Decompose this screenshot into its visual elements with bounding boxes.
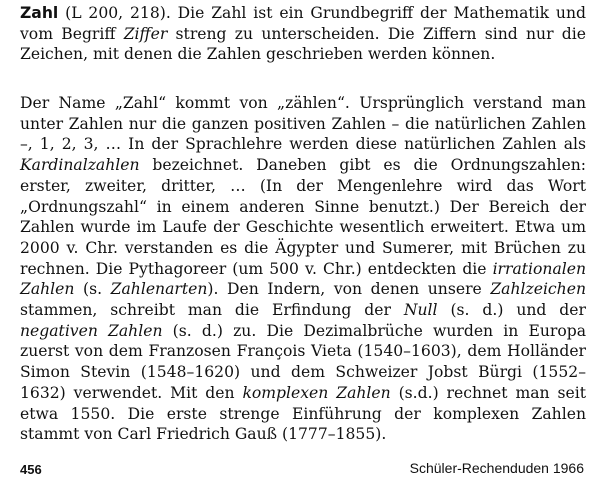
term-zahlenarten: Zahlenarten xyxy=(110,280,208,299)
page-number: 456 xyxy=(20,462,42,477)
text-segment: ). Den Indern, von denen unsere xyxy=(207,280,491,299)
text-segment: (s. d.) und der xyxy=(437,301,586,320)
term-kardinalzahlen: Kardinalzahlen xyxy=(20,156,140,175)
text-segment: (L 200, 218). Die Zahl ist ein Grundbegriff der Mathematik und vom Begriff xyxy=(20,4,586,43)
entry-paragraph-definition xyxy=(20,3,586,65)
term-komplexe-zahlen: komplexen Zahlen xyxy=(242,383,391,402)
source-caption: Schüler-Rechenduden 1966 xyxy=(409,460,584,476)
term-ziffer: Ziffer xyxy=(123,24,168,43)
text-segment: Der Name „Zahl“ kommt von „zählen“. Ursprünglich verstand man unter Zahlen nur die ganzen positiven Zahlen – die natürlichen Zahlen –, 1, 2, 3, … In der Sprachlehre werden diese natürlichen Zahlen als xyxy=(20,94,586,154)
term-irrationale-zahlen: irrationalen Zahlen xyxy=(20,259,586,299)
text-segment: (s.d.) rechnet man seit etwa 1550. Die erste strenge Einführung der komplexen Zahlen stammt von Carl Friedrich Gauß (1777–1855). xyxy=(20,383,586,444)
text-segment: (s. d.) zu. Die Dezimalbrüche wurden in Europa zuerst von dem Franzosen François Vieta (1540–1603), dem Holländer Simon Stevin (1548–1620) und dem Schweizer Jobst Bürgi (1552–1632) verwendet. Mit den xyxy=(20,321,586,402)
term-null: Null xyxy=(403,301,438,320)
text-segment: stammen, schreibt man die Erfindung der xyxy=(20,301,404,320)
text-segment: (s. xyxy=(74,280,111,299)
term-negative-zahlen: negativen Zahlen xyxy=(20,321,163,340)
text-segment: streng zu unterscheiden. Die Ziffern sind nur die Zeichen, mit denen die Zahlen geschrieben werden können. xyxy=(20,24,586,64)
entry-headword: Zahl xyxy=(20,4,59,22)
text-segment: bezeichnet. Daneben gibt es die Ordnungszahlen: erster, zweiter, dritter, … (In der Mengenlehre wird das Wort „Ordnungszahl“ in einem anderen Sinne benutzt.) Der Bereich der Zahlen wurde im Laufe der Geschichte wesentlich erweitert. Etwa um 2000 v. Chr. verstanden es die Ägypter und Sumerer, mit Brüchen zu rechnen. Die Pythagoreer (um 500 v. Chr.) entdeckten die xyxy=(20,156,586,278)
entry-paragraph-history xyxy=(20,93,586,445)
term-zahlzeichen: Zahlzeichen xyxy=(490,280,586,299)
